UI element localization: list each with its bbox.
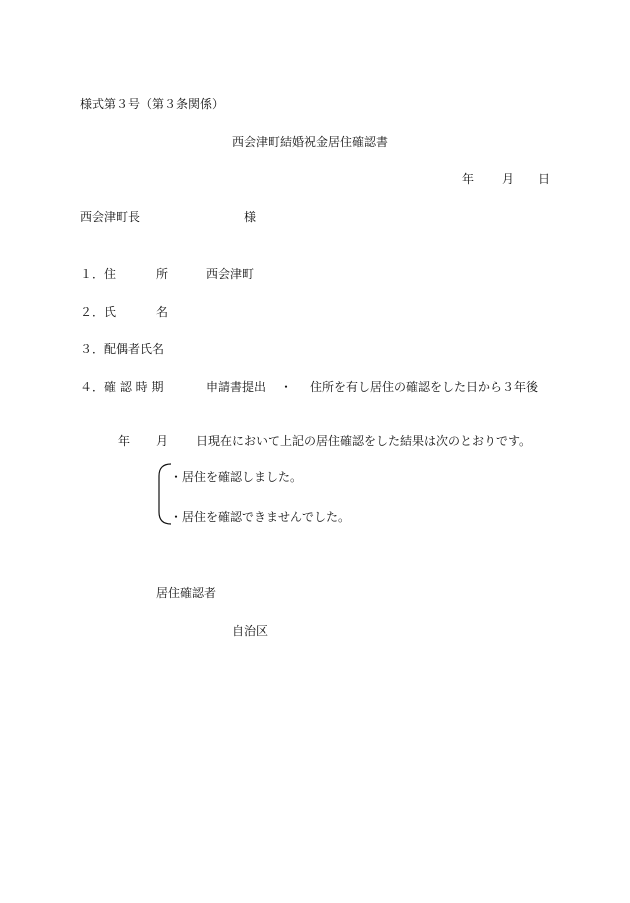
date-year: 年 [462,172,475,186]
item-1-value: 西会津町 [206,267,255,281]
result-year: 年 [118,434,131,448]
item-2-label-b: 名 [156,305,169,319]
item-4-value-b: 住所を有し居住の確認をした日から３年後 [310,380,539,394]
confirmer-label: 居住確認者 [156,586,217,600]
date-day: 日 [538,172,551,186]
item-4-label: 確 認 時 期 [104,380,164,394]
item-2-label-a: 氏 [104,305,117,319]
item-3-label: 配偶者氏名 [104,342,165,356]
item-1-label-b: 所 [156,267,169,281]
result-text: 日現在において上記の居住確認をした結果は次のとおりです。 [196,434,532,448]
item-4-separator: ・ [280,380,293,394]
result-option-confirmed: ・居住を確認しました。 [170,470,303,484]
date-month: 月 [502,172,515,186]
item-2-number: ２． [80,305,105,319]
confirmer-district: 自治区 [232,624,269,638]
recipient-name: 西会津町長 [80,210,141,224]
recipient-honorific: 様 [244,210,257,224]
result-option-not-confirmed: ・居住を確認できませんでした。 [170,510,351,524]
item-1-label-a: 住 [104,267,117,281]
item-1-number: １． [80,267,105,281]
item-4-number: ４． [80,380,105,394]
document-title: 西会津町結婚祝金居住確認書 [232,135,389,149]
item-4-value-a: 申請書提出 [206,380,267,394]
form-number: 様式第３号（第３条関係） [80,97,225,111]
item-3-number: ３． [80,342,105,356]
result-month: 月 [156,434,169,448]
